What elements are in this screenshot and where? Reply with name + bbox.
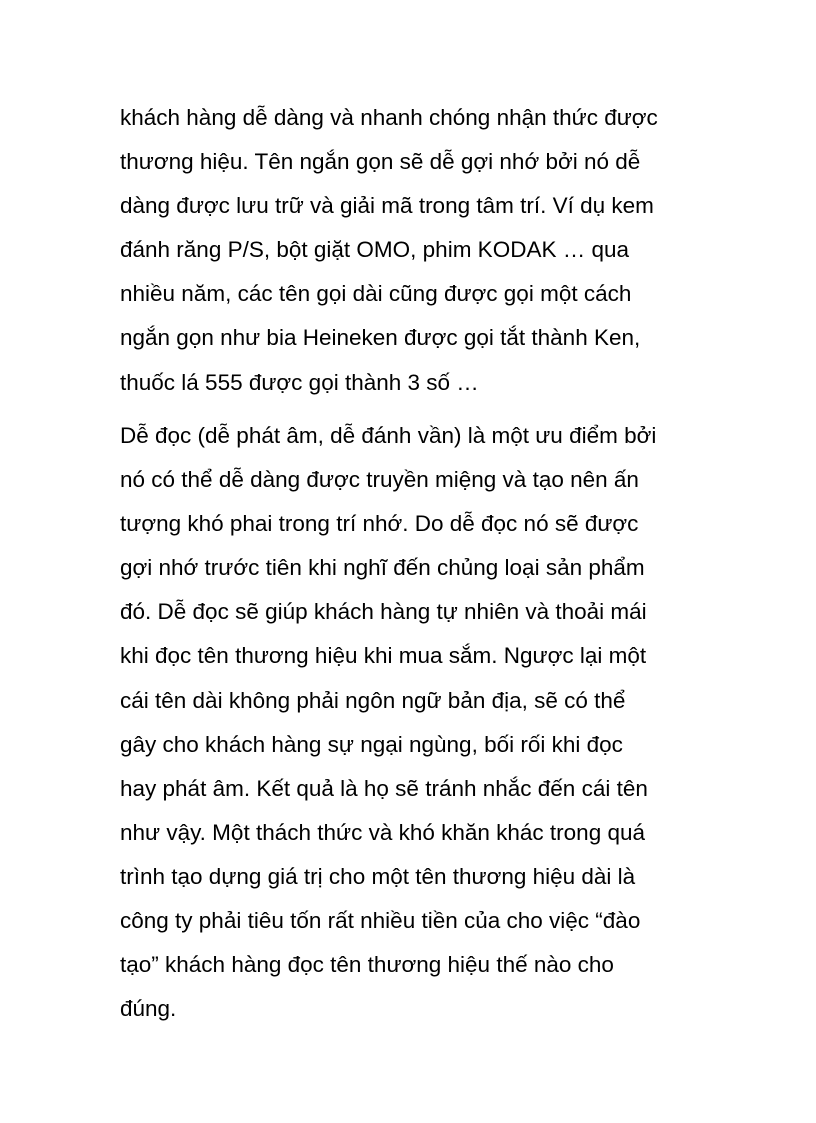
text-line: công ty phải tiêu tốn rất nhiều tiền của cho việc “đào [120,908,641,934]
text-line: hay phát âm. Kết quả là họ sẽ tránh nhắc đến cái tên [120,775,648,801]
text-line: khách hàng dễ dàng và nhanh chóng nhận thức được [120,105,658,130]
text-line: trình tạo dựng giá trị cho một tên thương hiệu dài là [120,863,636,889]
text-line: thuốc lá 555 được gọi thành 3 số … [120,369,479,395]
text-line: gây cho khách hàng sự ngại ngùng, bối rối khi đọc [120,731,623,757]
text-line: tượng khó phai trong trí nhớ. Do dễ đọc nó sẽ được [120,511,639,537]
text-line: cái tên dài không phải ngôn ngữ bản địa, sẽ có thể [120,687,626,713]
text-line: gợi nhớ trước tiên khi nghĩ đến chủng loại sản phẩm [120,555,645,581]
text-line: tạo” khách hàng đọc tên thương hiệu thế nào cho [120,952,614,978]
paragraph-1 [120,96,720,405]
text-line: thương hiệu. Tên ngắn gọn sẽ dễ gợi nhớ bởi nó dễ [120,149,641,175]
text-line: dàng được lưu trữ và giải mã trong tâm trí. Ví dụ kem [120,193,654,219]
text-line: nhiều năm, các tên gọi dài cũng được gọi một cách [120,281,632,307]
text-line: đó. Dễ đọc sẽ giúp khách hàng tự nhiên và thoải mái [120,599,647,625]
text-line: đánh răng P/S, bột giặt OMO, phim KODAK … qua [120,237,629,263]
text-line: đúng. [120,996,177,1022]
text-line: nó có thể dễ dàng được truyền miệng và tạo nên ấn [120,467,639,493]
paragraph-2 [120,414,720,1031]
text-line: khi đọc tên thương hiệu khi mua sắm. Ngược lại một [120,643,647,669]
text-line: ngắn gọn như bia Heineken được gọi tắt thành Ken, [120,325,641,351]
text-line: Dễ đọc (dễ phát âm, dễ đánh vần) là một ưu điểm bởi [120,423,657,448]
text-line: như vậy. Một thách thức và khó khăn khác trong quá [120,819,646,845]
